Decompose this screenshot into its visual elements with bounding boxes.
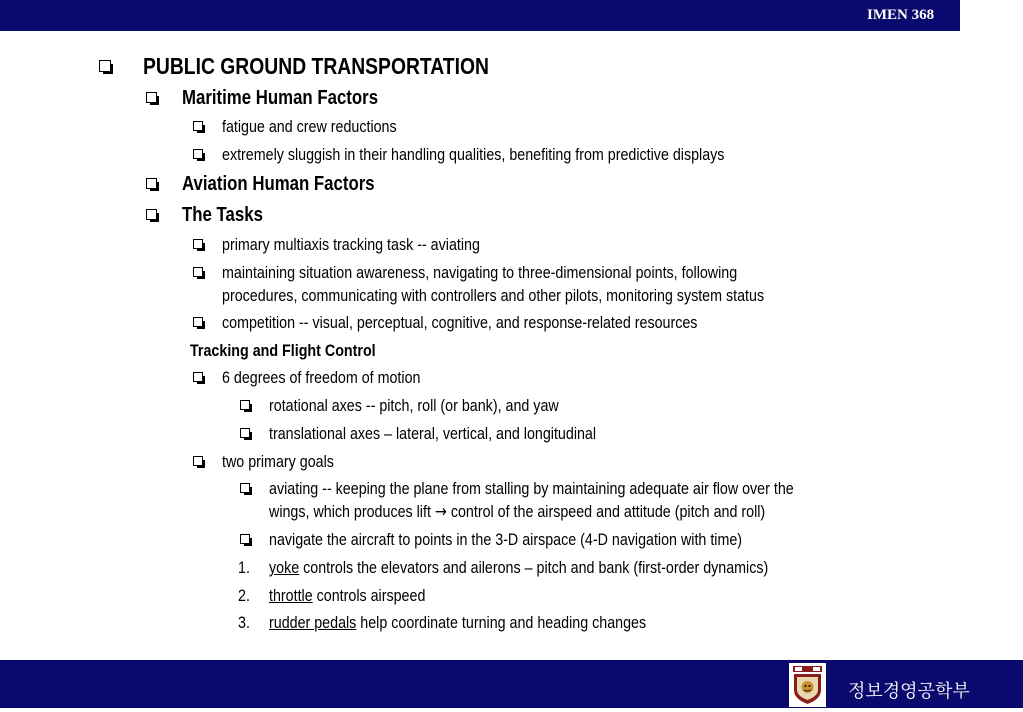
checkbox-bullet-icon — [240, 400, 250, 410]
section-heading: PUBLIC GROUND TRANSPORTATION — [143, 53, 489, 79]
checkbox-bullet-icon — [193, 121, 203, 131]
list-item: 6 degrees of freedom of motion — [222, 368, 421, 387]
checkbox-bullet-icon — [193, 372, 203, 382]
header-bar-gap — [960, 0, 1023, 31]
checkbox-bullet-icon — [193, 456, 203, 466]
shield-crest-icon — [789, 663, 826, 707]
checkbox-bullet-icon — [240, 428, 250, 438]
text-segment: controls the elevators and ailerons – pitch and bank (first-order dynamics) — [299, 558, 769, 577]
list-number: 3. — [238, 613, 250, 632]
list-item: extremely sluggish in their handling qualities, benefiting from predictive displays — [222, 145, 725, 164]
checkbox-bullet-icon — [146, 209, 157, 220]
underlined-term: throttle — [269, 586, 313, 605]
right-arrow-icon: → — [434, 502, 447, 522]
checkbox-bullet-icon — [240, 483, 250, 493]
text-segment: help coordinate turning and heading changes — [356, 613, 647, 632]
subheading-tracking: Tracking and Flight Control — [190, 341, 376, 360]
checkbox-bullet-icon — [193, 149, 203, 159]
list-item: fatigue and crew reductions — [222, 117, 397, 136]
list-item-continuation — [269, 502, 765, 522]
numbered-item — [269, 586, 425, 606]
list-item: translational axes – lateral, vertical, and longitudinal — [269, 424, 597, 443]
subheading-tasks: The Tasks — [182, 204, 263, 226]
list-number: 1. — [238, 558, 250, 577]
list-item: rotational axes -- pitch, roll (or bank), and yaw — [269, 396, 559, 415]
course-code: IMEN 368 — [867, 7, 935, 23]
text-segment: controls airspeed — [312, 586, 426, 605]
checkbox-bullet-icon — [99, 60, 111, 72]
list-item: two primary goals — [222, 452, 334, 471]
underlined-term: rudder pedals — [269, 613, 357, 632]
numbered-item — [269, 558, 768, 578]
checkbox-bullet-icon — [193, 267, 203, 277]
checkbox-bullet-icon — [193, 239, 203, 249]
list-item: navigate the aircraft to points in the 3-D airspace (4-D navigation with time) — [269, 530, 743, 549]
subheading-aviation: Aviation Human Factors — [182, 173, 375, 195]
text-segment: control of the airspeed and attitude (pitch and roll) — [446, 502, 766, 521]
checkbox-bullet-icon — [146, 92, 157, 103]
underlined-term: yoke — [269, 558, 300, 577]
numbered-item — [269, 613, 646, 633]
checkbox-bullet-icon — [193, 317, 203, 327]
list-item: maintaining situation awareness, navigating to three-dimensional points, following — [222, 263, 738, 282]
university-logo — [789, 663, 826, 707]
checkbox-bullet-icon — [240, 534, 250, 544]
list-item-continuation: procedures, communicating with controllers and other pilots, monitoring system status — [222, 286, 765, 305]
list-item: competition -- visual, perceptual, cognitive, and response-related resources — [222, 313, 698, 332]
list-item: primary multiaxis tracking task -- aviating — [222, 235, 480, 254]
department-name: 정보경영공학부 — [848, 681, 970, 702]
subheading-maritime: Maritime Human Factors — [182, 87, 379, 109]
list-number: 2. — [238, 586, 250, 605]
checkbox-bullet-icon — [146, 178, 157, 189]
list-item: aviating -- keeping the plane from stalling by maintaining adequate air flow over the — [269, 479, 794, 498]
text-segment: wings, which produces lift — [269, 502, 435, 521]
